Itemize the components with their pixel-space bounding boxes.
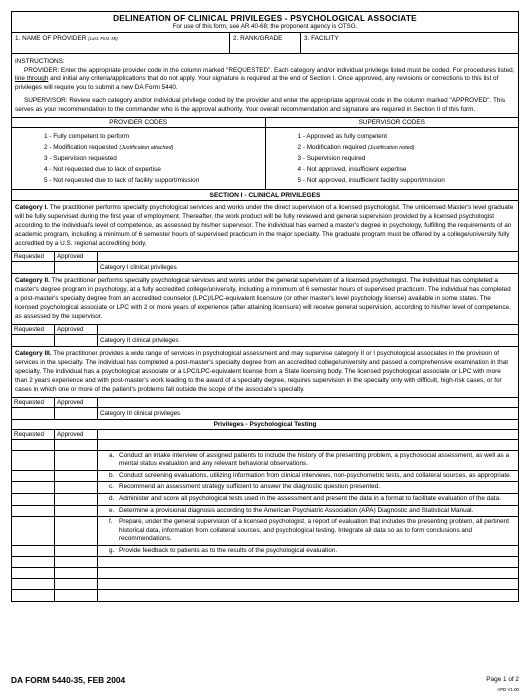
requested-code-cell[interactable] [12,579,55,589]
privileges-form [11,11,519,602]
codes-table [12,117,518,190]
approved-code-cell[interactable] [55,440,98,450]
blank-row [12,579,518,590]
requested-code-cell[interactable] [12,451,55,470]
provider-instructions-text-a: PROVIDER: Enter the appropriate provider code in the column marked "REQUESTED". Each category and/or individual privilege listed must be coded. For procedures listed, [24,66,515,74]
facility-field[interactable] [301,33,518,53]
provider-name-hint: (Last, First, MI) [88,36,118,41]
supervisor-codes-heading: SUPERVISOR CODES [266,118,519,128]
testing-privilege-row [12,494,518,506]
testing-privilege-row [12,546,518,558]
blank-row [12,590,518,601]
supervisor-code-item: 3 - Supervision required [297,154,366,162]
provider-code-item: 1 - Fully competent to perform [44,132,130,140]
approved-code-cell[interactable] [55,408,98,419]
item-text: Prepare, under the general supervision of a licensed psychologist, a report of evaluation that includes the presenting problem, all pertinent historical data, information from collateral sources, and psychological testing. Integrate all data so as to form conclusions and recommendations. [119,518,510,543]
approved-label: Approved [55,252,98,261]
instructions [12,54,518,117]
supervisor-code-item: 4 - Not approved, insufficient expertise [297,166,407,174]
category-1-description: Category I. The practitioner performs specialty psychological services and works under the direct supervision of a licensed psychologist. The unlicensed Master's level graduate will be fully supervised during the first year of employment. Thereafter, the work product will be fully reviewed and general supervision provided by a licensed psychologist according to the individual's level of competence, as assessed by his/her supervisor. The individual has earned a master's degree in psychology, fulfilling the requirements of an academic program, including a minimum of 6 semester hours of supervised practicum in the major specialty. The graduate program must be offered by a college/university fully accredited by a U.S. regional accrediting body. [12,201,518,252]
item-letter: a. [109,451,115,459]
category-1-privileges-row [12,262,518,274]
requested-approved-header [12,430,518,440]
item-text: Provide feedback to patients as to the results of the psychological evaluation. [119,546,338,554]
approved-code-cell[interactable] [55,546,98,557]
approved-code-cell[interactable] [55,579,98,589]
approved-label: Approved [55,430,98,439]
requested-code-cell[interactable] [12,546,55,557]
provider-instructions-underlined: line through [15,75,49,83]
rank-grade-label: 2. RANK/GRADE [233,35,283,42]
form-number: DA FORM 5440-35, FEB 2004 [11,675,126,685]
requested-code-cell[interactable] [12,557,55,567]
requested-label: Requested [12,252,55,261]
supervisor-codes [266,118,519,189]
category-2-privileges-row [12,335,518,347]
requested-label: Requested [12,430,55,439]
item-letter: c. [109,483,114,491]
item-letter: e. [109,506,115,514]
supervisor-instructions: SUPERVISOR: Review each category and/or individual privilege coded by the provider and enter the appropriate approval code in the column marked "APPROVED". This serves as your recommendation to the commander who is the approval authority. Your overall recommendation and signature are required in Section II of this form. [15,97,506,113]
form-footer [11,675,519,699]
approved-code-cell[interactable] [55,262,98,273]
item-letter: g. [109,546,115,554]
item-letter: b. [109,471,115,479]
requested-code-cell[interactable] [12,494,55,505]
approved-label: Approved [55,325,98,334]
provider-instructions [15,67,515,93]
testing-privilege-row [12,471,518,483]
page-number: Page 1 of 2 [486,676,519,683]
category-3-description: Category III. The practitioner provides a wide range of services in psychological assessment and may supervise category II or I psychological associates in the provision of services in the specialty. The individual has completed a post-master's specialty degree from an accredited college/university and passed a comprehensive examination in that specialty. The individual has a psychological associate or a LPC/LPC-equivalent license from a State licensing body. The licensed psychological associate or LPC with more than 2 years experience and with post-master's work leading to the award of a specialty degree, requires supervision in the specialty only with difficult, high-risk cases, or for cases in which one or more of the patient's problems fall outside the scope of the associate's specialty. [12,347,518,398]
requested-code-cell[interactable] [12,590,55,601]
item-text: Administer and score all psychological tests used in the assessment and present the data in a format to facilitate evaluation of the data. [119,494,501,502]
version-label: APD V1.00 [497,687,519,692]
provider-name-label: 1. NAME OF PROVIDER [15,35,87,42]
requested-approved-header [12,252,518,262]
requested-label: Requested [12,398,55,407]
requested-code-cell[interactable] [12,517,55,545]
category-3-privileges-label: Category III clinical privileges [100,409,181,417]
provider-codes-heading: PROVIDER CODES [12,118,265,128]
category-1-privileges-label: Category I clinical privileges [100,263,177,271]
requested-code-cell[interactable] [12,440,55,450]
item-text: Recommend an assessment strategy sufficient to answer the diagnostic question presented. [119,483,380,491]
provider-instructions-text-b: and initial any criteria/applications that do not apply. Your signature is required at the end of Section I. Once approved, any revisions or corrections to this list of privileges will require you to submit a new DA Form 5440. [15,75,499,91]
provider-codes [12,118,266,189]
provider-code-item: 2 - Modification requested (Justification attached) [44,143,174,151]
supervisor-code-item: 5 - Not approved, insufficient facility support/mission [297,177,445,185]
testing-privileges-heading: Privileges - Psychological Testing [12,420,518,430]
provider-code-item: 3 - Supervision requested [44,154,117,162]
requested-code-cell[interactable] [12,506,55,517]
form-title-block [12,12,518,33]
provider-info-row [12,33,518,54]
instructions-heading: INSTRUCTIONS: [15,58,65,65]
requested-label: Requested [12,325,55,334]
testing-privilege-row [12,517,518,546]
provider-name-field[interactable] [12,33,230,53]
supervisor-code-item: 1 - Approved as fully competent [297,132,388,140]
requested-approved-header [12,325,518,335]
approved-label: Approved [55,398,98,407]
supervisor-code-item: 2 - Modification required (Justification noted) [297,143,415,151]
form-title: DELINEATION OF CLINICAL PRIVILEGES - PSYCHOLOGICAL ASSOCIATE [113,13,417,23]
item-letter: d. [109,494,115,502]
approved-code-cell[interactable] [55,590,98,601]
form-subtitle: For use of this form, see AR 40-68; the proponent agency is OTSG. [172,23,358,30]
item-text: Determine a provisional diagnosis according to the American Psychiatric Association (APA) Diagnostic and Statistical Manual. [119,506,474,514]
blank-row [12,440,518,451]
blank-row [12,557,518,568]
provider-code-item: 4 - Not requested due to lack of expertise [44,166,161,174]
approved-code-cell[interactable] [55,482,98,493]
approved-code-cell[interactable] [55,494,98,505]
testing-privilege-row [12,506,518,518]
requested-code-cell[interactable] [12,408,55,419]
category-2-privileges-label: Category II clinical privileges [100,336,179,344]
requested-code-cell[interactable] [12,335,55,346]
item-letter: f. [109,518,113,526]
requested-code-cell[interactable] [12,471,55,482]
requested-code-cell[interactable] [12,262,55,273]
rank-grade-field[interactable] [230,33,301,53]
approved-code-cell[interactable] [55,517,98,545]
testing-privilege-row [12,482,518,494]
requested-code-cell[interactable] [12,482,55,493]
blank-row [12,568,518,579]
approved-code-cell[interactable] [55,471,98,482]
requested-approved-header [12,398,518,408]
category-2-description: Category II. The practitioner performs specialty psychological services and works under the general supervision of a licensed psychologist. The individual has completed a master's degree program in psychology, at a fully accredited college/university, including a minimum of 6 semester hours of supervised practicum. The individual has completed a post-master's specialty degree from an accredited counselor (LPC)/LPC-equivalent licensure (or other master's level psychology license) available in some states. The licensed psychological associate or LPC with 2 or more years of experience (after attaining licensure) will receive general supervision, according to his/her level of competence, as assessed by the supervisor. [12,274,518,325]
approved-code-cell[interactable] [55,557,98,567]
provider-code-item: 5 - Not requested due to lack of facility support/mission [44,177,200,185]
requested-code-cell[interactable] [12,568,55,578]
facility-label: 3. FACILITY [304,35,339,42]
category-3-privileges-row [12,408,518,420]
item-text: Conduct an intake interview of assigned patients to include the history of the presenting problem, a psychosocial assessment, as well as a mental status evaluation and any relevant behavioral observations. [119,451,510,468]
testing-privilege-row [12,451,518,471]
section-1-heading: SECTION I - CLINICAL PRIVILEGES [12,190,518,201]
approved-code-cell[interactable] [55,568,98,578]
approved-code-cell[interactable] [55,451,98,470]
item-text: Conduct screening evaluations, utilizing information from clinical interviews, non-psychometric tests, and collateral sources, as appropriate. [119,471,512,479]
approved-code-cell[interactable] [55,506,98,517]
approved-code-cell[interactable] [55,335,98,346]
